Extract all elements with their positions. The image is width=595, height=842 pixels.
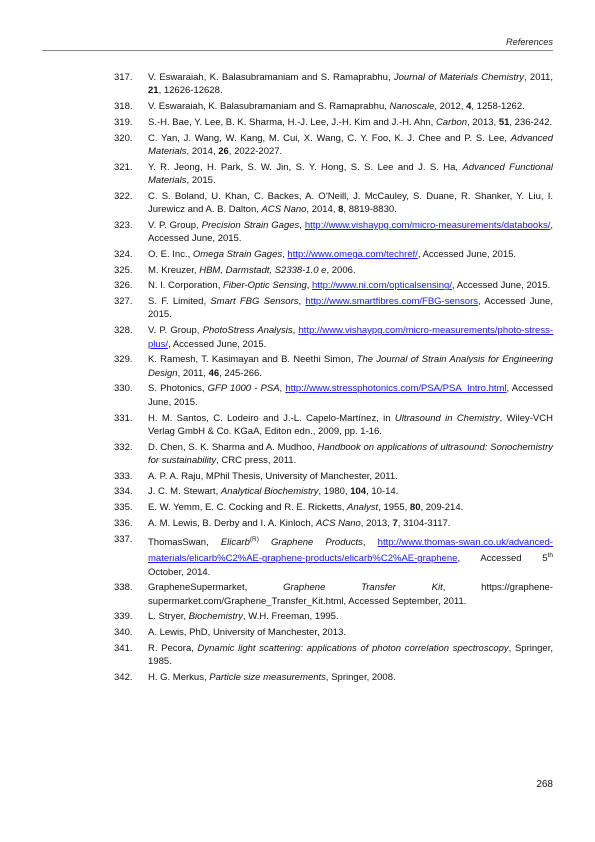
reference-text [148, 249, 516, 260]
italic-title: Analyst [347, 502, 379, 514]
reference-text [148, 672, 396, 683]
reference-fragment: E. W. Yemm, E. C. Cocking and R. E. Ricketts, [148, 502, 348, 514]
reference-text [148, 117, 552, 128]
reference-fragment: , Accessed 5 [457, 553, 548, 565]
volume-number: 51 [498, 116, 510, 128]
italic-title: Carbon [435, 116, 468, 128]
reference-entry [114, 100, 553, 113]
reference-text [148, 502, 463, 513]
reference-link[interactable]: http://www.thomas-swan.co.uk/advanced-materials/elicarb%C2%AE-graphene-products/elicarb%C2%AE-graphene [148, 536, 553, 565]
italic-title: Particle size measurements [209, 671, 326, 683]
reference-fragment: V. P. Group, [148, 219, 202, 231]
reference-fragment: , [282, 248, 288, 260]
italic-title: ACS Nano [315, 517, 361, 529]
reference-fragment: , 3104-3117. [397, 517, 451, 529]
reference-entry [114, 324, 553, 351]
reference-entry [114, 295, 553, 322]
reference-text [148, 537, 553, 578]
italic-title: Analytical Biochemistry [220, 486, 319, 498]
reference-fragment: , CRC press, 2011. [216, 455, 297, 467]
reference-fragment: D. Chen, S. K. Sharma and A. Mudhoo, [148, 441, 318, 453]
reference-fragment: V. P. Group, [148, 325, 203, 337]
italic-title: Graphene Transfer Kit [283, 582, 443, 594]
volume-number: 80 [409, 502, 421, 514]
reference-fragment: , [279, 383, 286, 395]
reference-text [148, 627, 346, 638]
reference-entry [114, 581, 553, 608]
reference-entry [114, 161, 553, 188]
reference-fragment: R. Pecora, [148, 642, 198, 654]
reference-fragment: , 2011, [177, 367, 209, 379]
reference-number: 332. [114, 441, 133, 453]
reference-fragment: , 10-14. [366, 486, 399, 498]
reference-fragment: M. Kreuzer, [148, 264, 200, 276]
reference-number: 329. [114, 354, 133, 366]
reference-fragment: , 2006. [326, 264, 356, 276]
reference-fragment: H. M. Santos, C. Lodeiro and J.-L. Capelo-Martínez, in [148, 412, 395, 424]
reference-number: 330. [114, 383, 133, 395]
reference-list [114, 71, 553, 687]
reference-text [148, 471, 398, 482]
reference-entry [114, 264, 553, 277]
reference-text [148, 72, 553, 96]
reference-number: 317. [114, 72, 133, 83]
reference-fragment: , [306, 280, 313, 292]
volume-number: 4 [466, 101, 472, 113]
reference-fragment: October, 2014. [148, 566, 211, 578]
reference-text [148, 133, 553, 157]
reference-number: 327. [114, 296, 133, 308]
italic-title: Graphene Products [258, 536, 363, 548]
reference-fragment: , 2015. [186, 175, 216, 187]
reference-entry [114, 279, 553, 292]
reference-fragment: , 2011, [524, 72, 553, 83]
volume-number: 8 [338, 204, 344, 216]
reference-entry [114, 382, 553, 409]
italic-title: Handbook on applications of ultrasound: Sonochemistry for sustainability [148, 441, 553, 467]
header-rule [42, 50, 553, 51]
reference-fragment: A. P. A. Raju, MPhil Thesis, University of Manchester, 2011. [148, 470, 398, 482]
reference-link[interactable]: http://www.omega.com/techref/ [287, 248, 418, 260]
reference-text [148, 265, 356, 276]
italic-title: HBM, Darmstadt, S2338-1.0 e [199, 264, 327, 276]
reference-link[interactable]: http://www.stressphotonics.com/PSA/PSA_Intro.html [285, 383, 507, 395]
superscript-text: (R) [249, 535, 259, 543]
reference-text [148, 413, 553, 437]
italic-title: Advanced Materials [148, 132, 553, 157]
italic-title: Biochemistry [188, 611, 244, 623]
reference-fragment: , [292, 325, 299, 337]
italic-title: GFP 1000 - PSA [207, 383, 280, 395]
reference-entry [114, 441, 553, 468]
reference-number: 325. [114, 264, 133, 276]
reference-number: 341. [114, 642, 133, 654]
reference-entry [114, 219, 553, 246]
reference-number: 337. [114, 533, 133, 545]
reference-fragment: H. G. Merkus, [148, 671, 210, 683]
reference-number: 318. [114, 101, 133, 113]
reference-fragment: ThomasSwan, [148, 536, 221, 548]
reference-text [148, 162, 553, 186]
reference-entry [114, 190, 553, 217]
reference-fragment: S.-H. Bae, Y. Lee, B. K. Sharma, H.-J. Lee, J.-H. Kim and J.-H. Ahn, [148, 116, 436, 128]
reference-entry [114, 642, 553, 669]
reference-fragment: , Wiley-VCH Verlag GmbH & Co. KGaA, Editon edn., 2009, pp. 1-16. [148, 412, 553, 437]
reference-fragment: , 8819-8830. [343, 204, 397, 216]
reference-fragment: , Accessed June, 2015. [451, 280, 551, 292]
reference-number: 340. [114, 627, 133, 639]
reference-entry [114, 671, 553, 684]
reference-fragment: GrapheneSupermarket, [148, 582, 284, 594]
reference-text [148, 442, 553, 466]
reference-fragment: , 1955, [378, 502, 410, 514]
reference-link[interactable]: http://www.smartfibres.com/FBG-sensors [305, 296, 478, 308]
reference-entry [114, 132, 553, 159]
reference-number: 334. [114, 486, 133, 498]
reference-number: 331. [114, 412, 133, 424]
reference-number: 324. [114, 248, 133, 260]
volume-number: 7 [392, 517, 398, 529]
reference-fragment: S. F. Limited, [148, 296, 211, 308]
reference-number: 320. [114, 132, 133, 144]
reference-text [148, 220, 553, 244]
reference-fragment: , W.H. Freeman, 1995. [243, 611, 339, 623]
reference-text [148, 486, 398, 497]
reference-text [148, 101, 525, 112]
volume-number: 26 [218, 145, 229, 157]
volume-number: 104 [350, 486, 367, 498]
reference-fragment: A. M. Lewis, B. Derby and I. A. Kinloch, [148, 517, 316, 529]
reference-text [148, 518, 450, 529]
reference-fragment: , 236-242. [509, 116, 553, 128]
reference-text [148, 354, 553, 378]
reference-entry [114, 116, 553, 129]
reference-fragment: S. Photonics, [148, 383, 208, 395]
italic-title: Journal of Materials Chemistry [393, 72, 525, 83]
reference-text [148, 643, 553, 667]
reference-fragment: Y. R. Jeong, H. Park, S. W. Jin, S. Y. Hong, S. S. Lee and J. S. Ha, [148, 161, 463, 173]
reference-fragment: , [299, 219, 305, 231]
reference-fragment: A. Lewis, PhD, University of Manchester, 2013. [148, 627, 347, 639]
reference-fragment: , 2013, [467, 116, 499, 128]
reference-number: 323. [114, 219, 133, 231]
italic-title: Elicarb [220, 536, 250, 548]
reference-fragment: V. Eswaraiah, K. Balasubramaniam and S. Ramaprabhu, [148, 72, 394, 83]
reference-text [148, 280, 550, 291]
reference-fragment: , Springer, 2008. [325, 671, 396, 683]
italic-title: ACS Nano [261, 204, 307, 216]
reference-fragment: C. S. Boland, U. Khan, C. Backes, A. O’Neill, J. McCauley, S. Duane, R. Shanker, Y. Liu, I. Jurewicz and A. B. Dalton, [148, 190, 553, 216]
reference-link[interactable]: http://www.vishaypg.com/micro-measurements/photo-stress-plus/ [148, 325, 553, 350]
reference-entry [114, 353, 553, 380]
reference-fragment: , 2013, [360, 517, 393, 529]
reference-number: 326. [114, 280, 133, 292]
reference-fragment: , Accessed June, 2015. [148, 383, 553, 408]
italic-title: Dynamic light scattering: applications of photon correlation spectroscopy [197, 642, 509, 654]
italic-title: Advanced Functional Materials [148, 161, 553, 187]
reference-fragment: , [298, 296, 306, 308]
reference-fragment: , 1258-1262. [471, 101, 525, 113]
reference-entry [114, 610, 553, 623]
reference-fragment: , 2022-2027. [228, 145, 283, 157]
reference-entry [114, 71, 553, 98]
reference-fragment: C. Yan, J. Wang, W. Kang, M. Cui, X. Wang, C. Y. Foo, K. J. Chee and P. S. Lee, [148, 132, 511, 144]
reference-text [148, 191, 553, 215]
reference-text [148, 611, 339, 622]
reference-number: 335. [114, 502, 133, 514]
reference-entry [114, 517, 553, 530]
reference-entry [114, 470, 553, 483]
superscript-text: th [547, 552, 553, 560]
italic-title: Nanoscale [389, 101, 435, 113]
italic-title: Precision Strain Gages [201, 219, 300, 231]
italic-title: Smart FBG Sensors [210, 296, 299, 308]
reference-number: 328. [114, 325, 133, 337]
page-number: 268 [536, 779, 553, 790]
reference-fragment: , 2014, [306, 204, 339, 216]
italic-title: Fiber-Optic Sensing [222, 280, 307, 292]
reference-fragment: J. C. M. Stewart, [148, 486, 221, 498]
reference-fragment: , Accessed June, 2015. [148, 219, 553, 245]
reference-text [148, 296, 553, 320]
reference-number: 336. [114, 517, 133, 529]
reference-fragment: , 209-214. [420, 502, 464, 514]
reference-fragment: , Accessed June, 2015. [148, 296, 553, 321]
reference-entry [114, 501, 553, 514]
reference-fragment: , https://graphene-supermarket.com/Graphene_Transfer_Kit.html, Accessed September, 2011. [148, 582, 553, 607]
reference-entry [114, 485, 553, 498]
reference-entry [114, 412, 553, 439]
reference-entry [114, 626, 553, 639]
reference-text [148, 325, 553, 349]
reference-number: 339. [114, 611, 133, 623]
reference-fragment: , Springer, 1985. [148, 642, 553, 668]
italic-title: Omega Strain Gages [192, 248, 283, 260]
reference-fragment: , Accessed June, 2015. [417, 248, 517, 260]
reference-link[interactable]: http://www.ni.com/opticalsensing/ [312, 280, 452, 292]
reference-text [148, 582, 553, 606]
reference-fragment: , [362, 536, 378, 548]
reference-fragment: , 2012, [434, 101, 467, 113]
reference-number: 321. [114, 161, 133, 173]
reference-fragment: N. I. Corporation, [148, 280, 223, 292]
reference-fragment: K. Ramesh, T. Kasimayan and B. Neethi Simon, [148, 354, 357, 366]
reference-link[interactable]: http://www.vishaypg.com/micro-measurements/databooks/ [304, 219, 551, 231]
reference-number: 338. [114, 582, 133, 594]
reference-fragment: , Accessed June, 2015. [168, 338, 267, 350]
reference-fragment: , 245-266. [219, 367, 262, 379]
italic-title: The Journal of Strain Analysis for Engineering Design [148, 354, 554, 379]
reference-entry [114, 248, 553, 261]
volume-number: 21 [148, 85, 159, 97]
running-header: References [506, 37, 553, 47]
reference-fragment: L. Stryer, [148, 611, 189, 623]
reference-number: 319. [114, 116, 133, 128]
reference-fragment: V. Eswaraiah, K. Balasubramaniam and S. Ramaprabhu, [148, 101, 390, 113]
reference-number: 322. [114, 190, 133, 202]
reference-fragment: , 1980, [318, 486, 351, 498]
reference-fragment: , 2014, [186, 145, 219, 157]
reference-fragment: , 12626-12628. [158, 85, 223, 97]
reference-text [148, 383, 553, 407]
reference-fragment: O. E. Inc., [148, 248, 193, 260]
italic-title: Ultrasound in Chemistry [394, 412, 500, 424]
volume-number: 46 [208, 367, 220, 379]
italic-title: PhotoStress Analysis [202, 325, 293, 337]
reference-number: 342. [114, 671, 133, 683]
reference-number: 333. [114, 470, 133, 482]
reference-entry [114, 533, 553, 580]
